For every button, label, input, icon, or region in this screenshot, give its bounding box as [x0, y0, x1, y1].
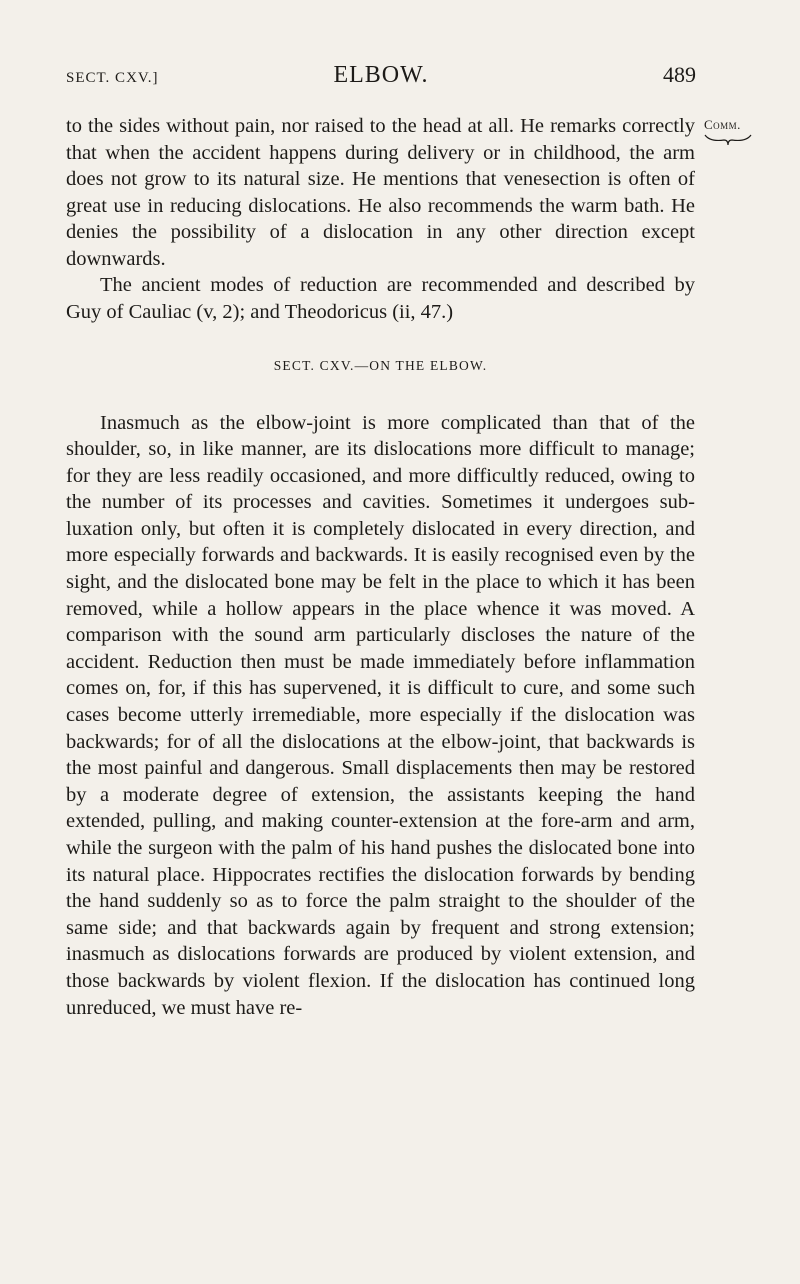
margin-note: Comm. [704, 117, 741, 132]
running-header [66, 62, 696, 96]
page-number: 489 [663, 62, 696, 87]
main-text [66, 113, 695, 1021]
section-heading: SECT. CXV.—ON THE ELBOW. [273, 358, 488, 373]
page-title: ELBOW. [333, 62, 429, 88]
section-reference: SECT. CXV.] [66, 70, 159, 86]
paragraph-elbow: Inasmuch as the elbow-joint is more complicated than that of the shoulder, so, in like manner, are its dislocations more difficult to manage; for they are less readily occasioned, and more difficultly reduced, owing to the number of its processes and cavities. Sometimes it undergoes sub-luxation only, but often it is completely dislocated in every direction, and more especially forwards and backwards. It is easily recognised even by the sight, and the dislocated bone may be felt in the place to which it has been removed, while a hollow appears in the place whence it was moved. A comparison with the sound arm particularly discloses the nature of the accident. Reduction then must be made immediately before inflammation comes on, for, if this has supervened, it is difficult to cure, and some such cases become utterly irremediable, more especially if the dislocation was backwards; for of all the dislocations at the elbow-joint, that backwards is the most painful and dangerous. Small displacements then may be restored by a moderate degree of extension, the assistants keeping the hand extended, pulling, and making counter-extension at the fore-arm and arm, while the surgeon with the palm of his hand pushes the dislocated bone into its natural place. Hippocrates rectifies the dislocation forwards by bending the hand suddenly so as to force the palm straight to the shoulder of the same side; and that backwards again by frequent and strong extension; inasmuch as dislocations forwards are produced by violent extension, and those backwards by violent flexion. If the dislocation has continued long unreduced, we must have re- [66, 411, 695, 1019]
margin-brace-icon [704, 133, 752, 147]
paragraph-ancient-modes: The ancient modes of reduction are recommended and described by Guy of Cauliac (v, 2); and Theodoricus (ii, 47.) [66, 274, 695, 323]
paragraph-continued: to the sides without pain, nor raised to the head at all. He remarks correctly that when the accident happens during delivery or in childhood, the arm does not grow to its natural size. He mentions that venesection is often of great use in reducing dislocations. He also recommends the warm bath. He denies the possibility of a dislocation in any other direction except downwards. [66, 115, 695, 270]
